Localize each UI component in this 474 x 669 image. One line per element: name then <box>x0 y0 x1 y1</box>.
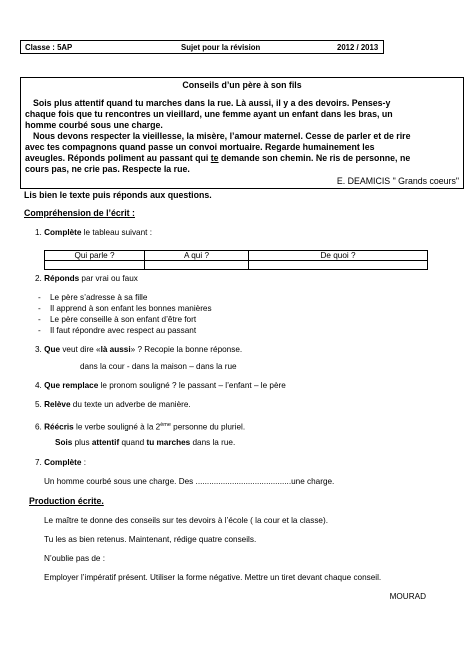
bullet-dash: - <box>38 326 41 335</box>
production-line-2: Tu les as bien retenus. Maintenant, rédige quatre conseils. <box>44 535 257 544</box>
table-header-de-quoi: De quoi ? <box>320 251 356 260</box>
table-cell-de-quoi[interactable] <box>249 261 427 269</box>
production-line-4: Employer l’impératif présent. Utiliser la forme négative. Mettre un tiret devant chaque conseil. <box>44 573 382 582</box>
para2-line3-end: demande son chemin. Ne ris de personne, ne <box>218 153 411 163</box>
header-classe: Classe : 5AP <box>25 42 73 52</box>
table-cell-qui-parle[interactable] <box>45 261 145 269</box>
question-2: 2. Réponds par vrai ou faux <box>35 274 138 283</box>
para2-line3-start: aveugles. Réponds poliment au passant qui <box>25 153 211 163</box>
text-author: E. DEAMICIS " Grands coeurs" <box>336 176 459 186</box>
instruction: Lis bien le texte puis réponds aux questions. <box>24 190 212 200</box>
para2-line1: Nous devons respecter la vieillesse, la misère, l’amour maternel. Cesse de parler et de rire <box>33 131 411 141</box>
table-cell-a-qui[interactable] <box>145 261 249 269</box>
production-line-1: Le maître te donne des conseils sur tes devoirs à l’école ( la cour et la classe). <box>44 516 328 525</box>
question-3: 3. Que veut dire «là aussi» ? Recopie la bonne réponse. <box>35 345 243 354</box>
answer-table-body <box>44 261 428 270</box>
question-3-options: dans la cour - dans la maison – dans la rue <box>80 362 237 371</box>
para1-line2: chaque fois que tu rencontres un vieillard, une femme ayant un enfant dans les bras, un <box>25 109 393 119</box>
signature: MOURAD <box>389 592 426 601</box>
production-title: Production écrite. <box>29 496 104 506</box>
bullet-dash: - <box>38 304 41 313</box>
reading-text-box <box>20 77 464 189</box>
header-sujet: Sujet pour la révision <box>181 42 261 52</box>
table-header-qui-parle: Qui parle ? <box>45 251 145 261</box>
header-box <box>20 40 384 54</box>
header-annee: 2012 / 2013 <box>337 42 379 52</box>
table-header-a-qui: A qui ? <box>145 251 249 261</box>
list-item: - Le père s’adresse à sa fille <box>38 293 148 302</box>
question-6-sentence: Sois plus attentif quand tu marches dans la rue. <box>55 438 236 447</box>
para2-line2: avec tes compagnons quand passe un convoi mortuaire. Regarde humainement les <box>25 142 375 152</box>
bullet-dash: - <box>38 293 41 302</box>
question-7-sentence: Un homme courbé sous une charge. Des ..........................................une charge. <box>44 477 335 486</box>
para1-line3: homme courbé sous une charge. <box>25 120 163 130</box>
question-7: 7. Complète : <box>35 458 86 467</box>
list-item: - Il faut répondre avec respect au passant <box>38 326 197 335</box>
underlined-pronoun: te <box>210 153 219 163</box>
para2-line4: cours pas, ne crie pas. Respecte la rue. <box>25 164 190 174</box>
question-4: 4. Que remplace le pronom souligné ? le passant – l’enfant – le père <box>35 381 286 390</box>
text-title: Conseils d’un père à son fils <box>182 80 302 90</box>
list-item: - Le père conseille à son enfant d’être fort <box>38 315 197 324</box>
answer-table-header <box>44 250 428 261</box>
list-item: - Il apprend à son enfant les bonnes manières <box>38 304 212 313</box>
question-6: 6. Réécris le verbe souligné à la 2ème personne du pluriel. <box>35 422 246 432</box>
question-5: 5. Relève du texte un adverbe de manière. <box>35 400 191 409</box>
production-line-3: N’oublie pas de : <box>44 554 105 563</box>
para2-line3 <box>25 153 410 164</box>
comprehension-title: Compréhension de l’écrit : <box>24 208 135 218</box>
bullet-dash: - <box>38 315 41 324</box>
question-1: 1. Complète le tableau suivant : <box>35 228 152 237</box>
para1-line1: Sois plus attentif quand tu marches dans la rue. Là aussi, il y a des devoirs. Penses-y <box>33 98 391 108</box>
